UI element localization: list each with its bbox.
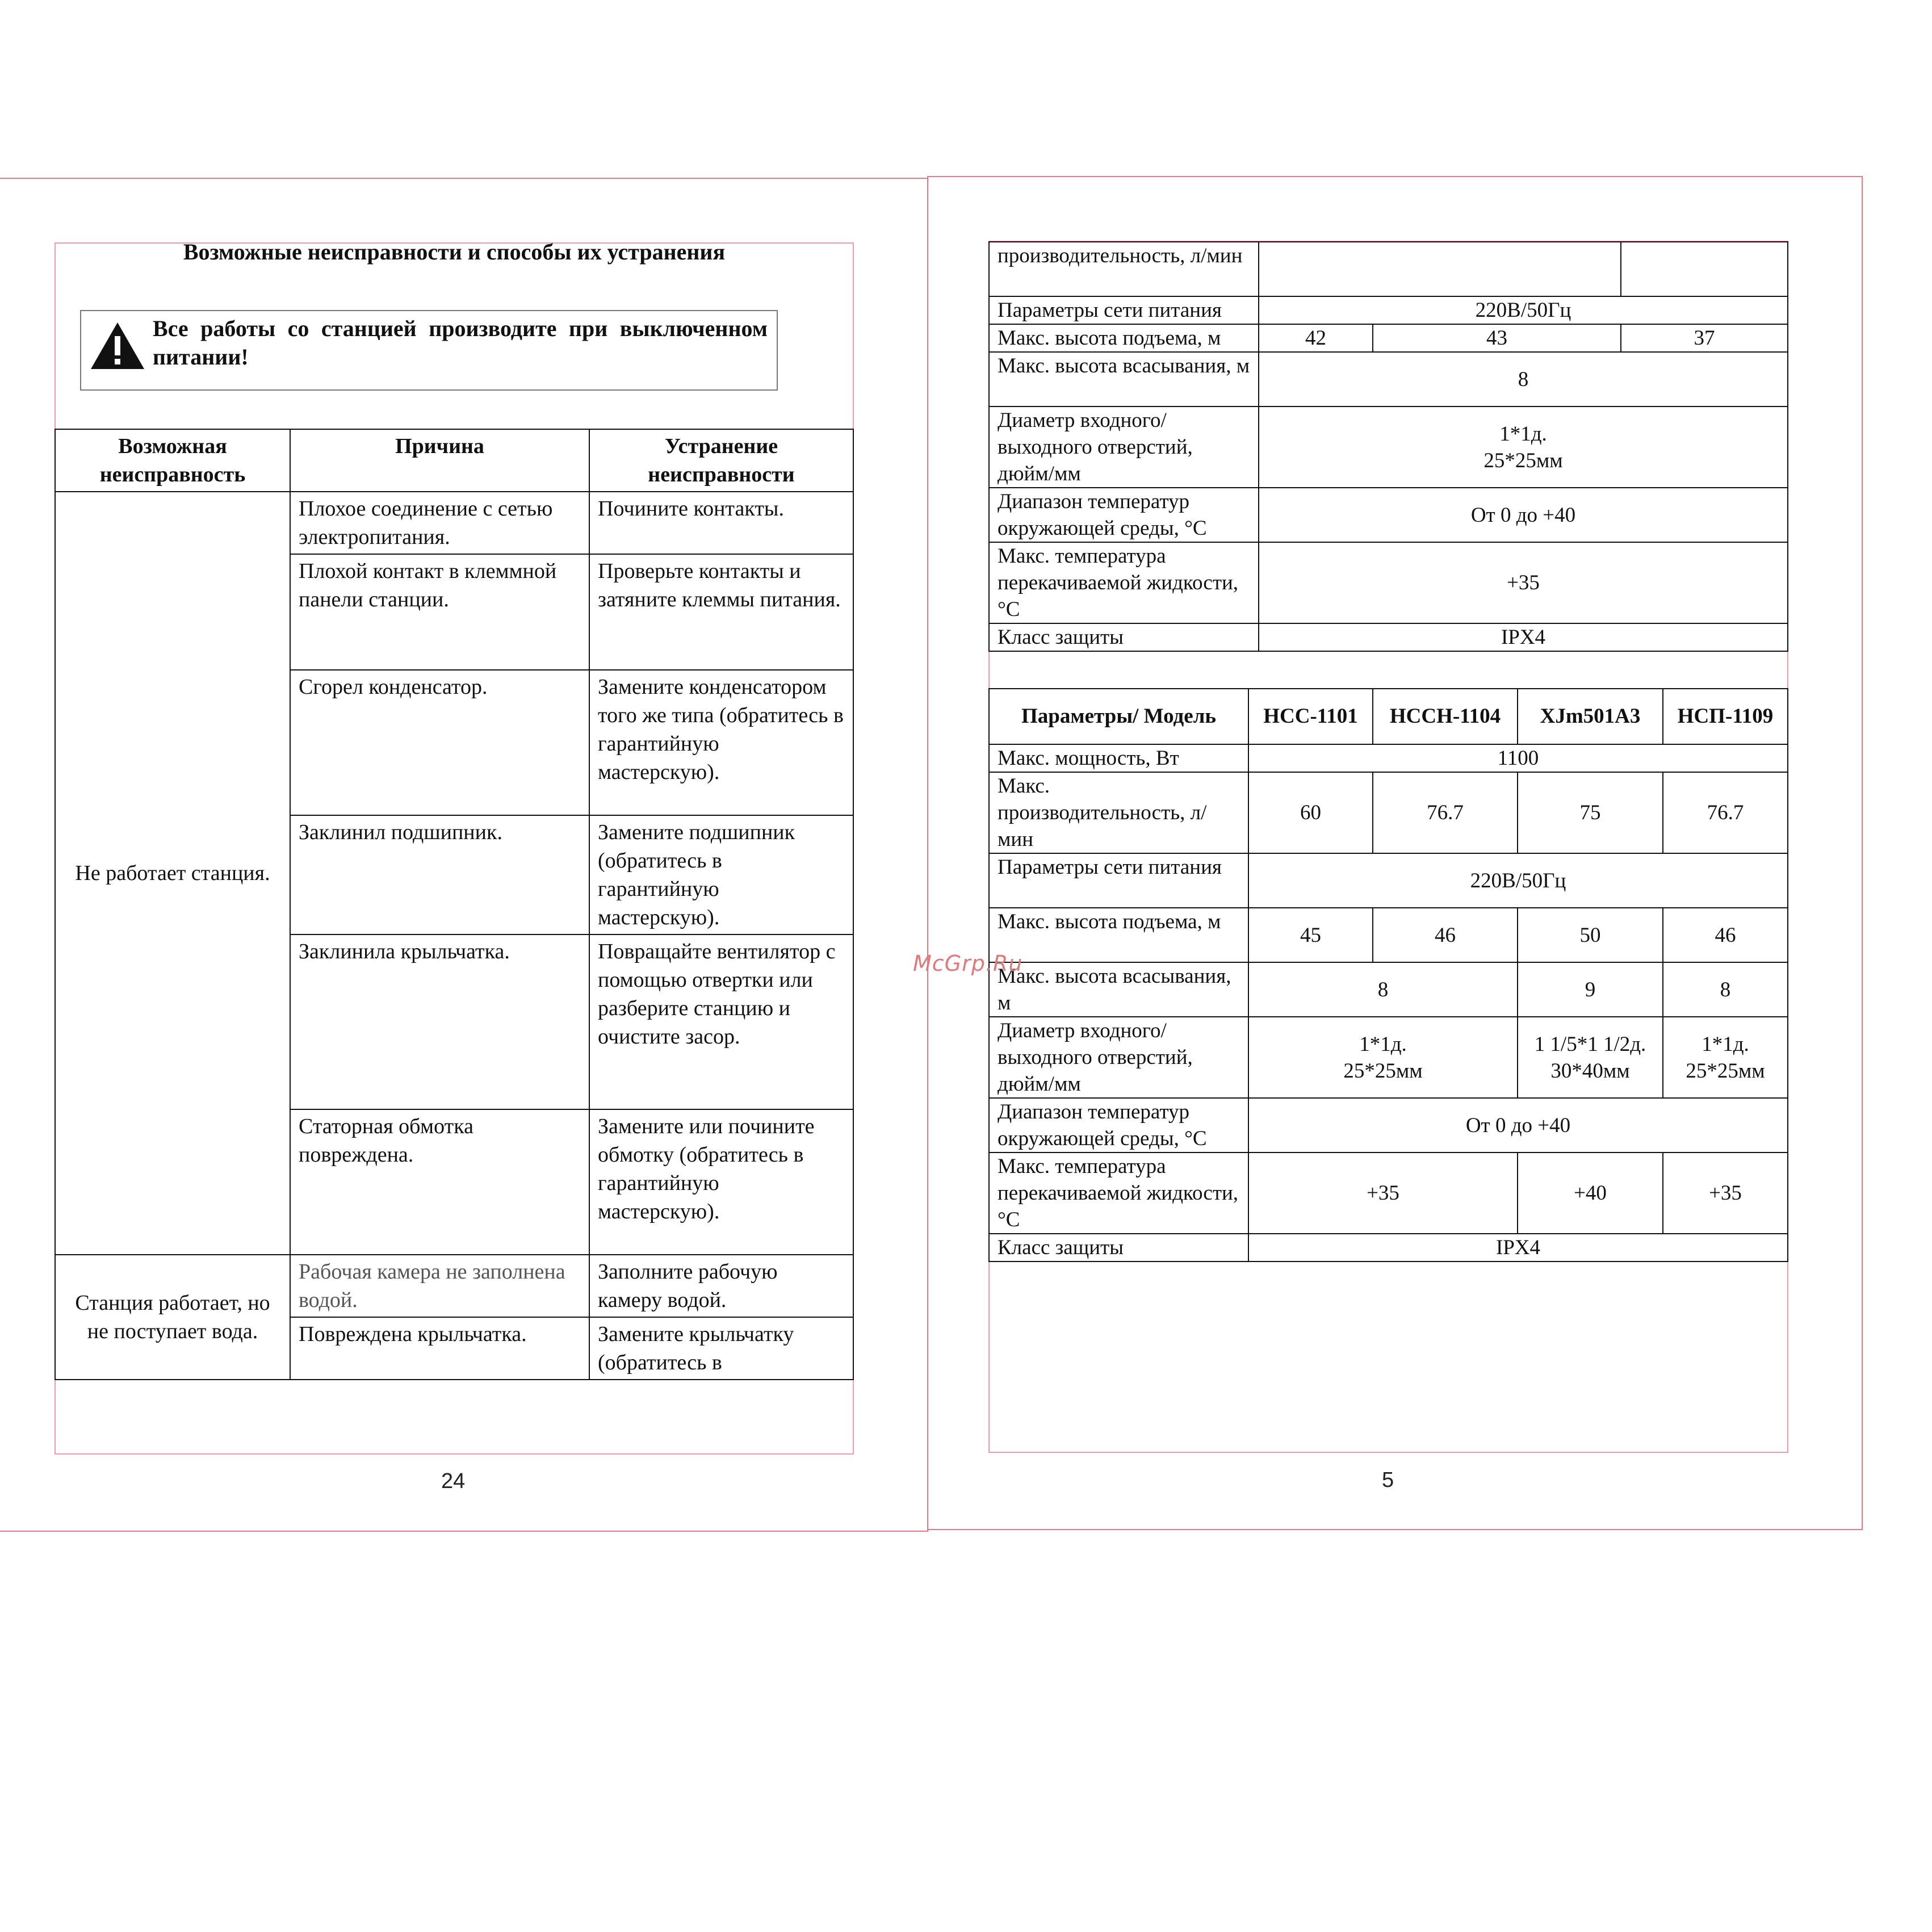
value-line: 1*1д. [1701,1032,1749,1056]
row-label: производительность, л/мин [989,242,1259,296]
value-cell: 75 [1518,772,1663,853]
value-cell: 8 [1248,962,1518,1017]
table-row [989,1234,1788,1262]
header-fix: Устранение неисправности [589,429,853,492]
cause-cell: Повреждена крыльчатка. [290,1317,589,1380]
table-row [989,962,1788,1017]
value-line: 25*25мм [1483,449,1563,472]
fix-cell: Повращайте вентилятор с помощью отвертки или разберите станцию и очистите засор. [589,934,853,1109]
row-label: Макс. температура перекачиваемой жидкости, °С [989,1153,1248,1234]
value-cell: +35 [1259,542,1788,623]
row-label: Макс. высота всасывания, м [989,352,1259,406]
value-cell: 45 [1248,908,1373,962]
warning-box [80,310,778,391]
row-label: Диаметр входного/выходного отверстий, дюйм/мм [989,1017,1248,1098]
cause-cell: Рабочая камера не заполнена водой. [290,1255,589,1317]
value-cell [1663,1017,1788,1098]
value-cell: +40 [1518,1153,1663,1234]
table-row [989,488,1788,542]
value-cell: 46 [1663,908,1788,962]
value-cell [1621,242,1788,296]
value-cell [1518,1017,1663,1098]
value-cell: 1100 [1248,744,1788,772]
row-label: Диаметр входного/выходного отверстий, дюйм/мм [989,406,1259,488]
row-label: Макс. температура перекачиваемой жидкости, °С [989,542,1259,623]
value-cell: 220В/50Гц [1248,853,1788,908]
cause-cell: Сгорел конденсатор. [290,670,589,815]
row-label: Макс. высота подъема, м [989,324,1259,352]
fix-cell: Замените крыльчатку (обратитесь в [589,1317,853,1380]
section-title: Возможные неисправности и способы их устранения [183,239,726,265]
warning-text: Все работы со станцией производите при выключенном питании! [153,316,768,370]
fix-cell: Проверьте контакты и затяните клеммы питания. [589,554,853,670]
spec-table-models [988,688,1788,1262]
table-header-row [989,689,1788,744]
header-cause: Причина [290,429,589,492]
cause-cell: Заклинила крыльчатка. [290,934,589,1109]
value-line: 25*25мм [1686,1059,1765,1083]
cause-cell: Плохой контакт в клеммной панели станции. [290,554,589,670]
table-row [989,324,1788,352]
header-model: НССН-1104 [1373,689,1518,744]
row-label: Класс защиты [989,1234,1248,1262]
fix-cell: Замените подшипник (обратитесь в гарантийную мастерскую). [589,815,853,934]
table-row [989,853,1788,908]
page-number-right: 5 [1382,1468,1394,1492]
value-cell [1259,242,1621,296]
value-cell: 76.7 [1663,772,1788,853]
value-line: 25*25мм [1343,1059,1423,1083]
table-row [989,1098,1788,1153]
page-number-left: 24 [441,1469,466,1493]
troubleshooting-table [55,429,854,1380]
value-cell: +35 [1663,1153,1788,1234]
table-row [55,1255,853,1317]
value-cell: 37 [1621,324,1788,352]
value-cell: От 0 до +40 [1259,488,1788,542]
value-cell: 50 [1518,908,1663,962]
table-row [989,542,1788,623]
fix-cell: Замените конденсатором того же типа (обратитесь в гарантийную мастерскую). [589,670,853,815]
fix-cell: Замените или почините обмотку (обратитесь в гарантийную мастерскую). [589,1109,853,1255]
value-cell: 9 [1518,962,1663,1017]
value-cell: 76.7 [1373,772,1518,853]
cause-cell: Статорная обмотка повреждена. [290,1109,589,1255]
table-row [989,772,1788,853]
fix-cell: Заполните рабочую камеру водой. [589,1255,853,1317]
cause-cell: Заклинил подшипник. [290,815,589,934]
fault-cell: Не работает станция. [55,492,290,1255]
table-header-row [55,429,853,492]
cause-cell: Плохое соединение с сетью электропитания. [290,492,589,554]
row-label: Макс. высота всасывания, м [989,962,1248,1017]
value-cell: IPX4 [1248,1234,1788,1262]
value-line: 1*1д. [1359,1032,1407,1056]
value-cell: От 0 до +40 [1248,1098,1788,1153]
row-label: Класс защиты [989,623,1259,651]
value-cell: 42 [1259,324,1373,352]
header-fault: Возможная неисправность [55,429,290,492]
table-row [55,492,853,554]
spec-table-continued [988,241,1788,652]
watermark: McGrp.Ru [913,951,1023,976]
value-cell: 46 [1373,908,1518,962]
table-row [989,242,1788,296]
value-line: 30*40мм [1550,1059,1630,1083]
header-model: НСС-1101 [1248,689,1373,744]
value-line: 1 1/5*1 1/2д. [1534,1032,1646,1056]
warning-triangle-icon [89,320,146,371]
table-row [989,744,1788,772]
value-cell [1248,1017,1518,1098]
header-params: Параметры/ Модель [989,689,1248,744]
table-row [989,908,1788,962]
table-row [989,1017,1788,1098]
row-label: Параметры сети питания [989,296,1259,324]
value-line: 1*1д. [1499,422,1547,446]
value-cell: 60 [1248,772,1373,853]
row-label: Параметры сети питания [989,853,1248,908]
table-row [989,623,1788,651]
header-model: XJm501A3 [1518,689,1663,744]
row-label: Макс. высота подъема, м [989,908,1248,962]
value-cell: 8 [1259,352,1788,406]
row-label: Диапазон температур окружающей среды, °С [989,488,1259,542]
value-cell: +35 [1248,1153,1518,1234]
table-row [989,352,1788,406]
row-label: Макс. производительность, л/мин [989,772,1248,853]
value-cell: 220В/50Гц [1259,296,1788,324]
table-row [989,296,1788,324]
value-cell: IPX4 [1259,623,1788,651]
row-label: Диапазон температур окружающей среды, °С [989,1098,1248,1153]
table-row [989,406,1788,488]
value-cell: 8 [1663,962,1788,1017]
fix-cell: Почините контакты. [589,492,853,554]
header-model: НСП-1109 [1663,689,1788,744]
value-cell: 43 [1373,324,1621,352]
table-row [989,1153,1788,1234]
fault-cell: Станция работает, но не поступает вода. [55,1255,290,1380]
row-label: Макс. мощность, Вт [989,744,1248,772]
value-cell [1259,406,1788,488]
